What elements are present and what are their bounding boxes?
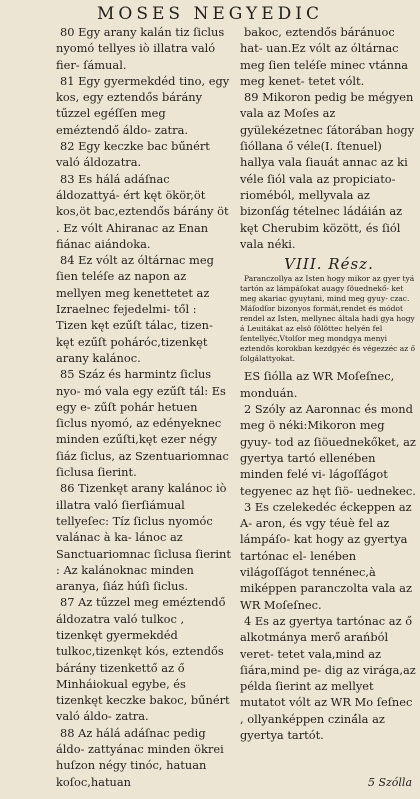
verse: 86 Tizenkęt arany kalánoc iò illatra való ſierſiámual tellyeſec: Tíz ſiclus nyomóc valánac à ka- lánoc az Sanctuariomnac ſiclusa ſierint : Az kalánoknac minden aranya, ſiáz húſi ſiclus. bbox=[56, 481, 231, 594]
verse: 81 Egy gyermekdéd tino, egy kos, egy eztendős bárány tűzzel egéſſen meg eméztendő áldo- zatra. bbox=[56, 73, 230, 137]
verse: 84 Ez vólt az óltárnac meg ſien teléſe az napon az mellyen meg kenettetet az Izraelnec fejedelmi- től : Tizen kęt ezűſt tálac, tizen- kęt ezűſt poháróc,tizenkęt arany kalánoc. bbox=[56, 253, 214, 365]
verse: 4 Es az gyertya tartónac az ő alkotmánya merő arańból veret- tetet vala,mind az ſiára,mind pe- dig az virága,az példa ſierint az mellyet mutatot vólt az WR Mo ſeſnec , ollyanképpen cziná́la az gyertya tartót. bbox=[240, 613, 416, 742]
verse: 82 Egy keczke bac bűnért való áldozatra. bbox=[56, 139, 210, 170]
right-column bbox=[240, 24, 418, 743]
verse: 89 Mikoron pedig be mégyen vala az Moſes az gyülekézetnec ſátorában hogy ſióllana ő véle(I. ſtenuel) hallya vala ſiauát annac az ki véle ſiól vala az propiciato- rioméból, mellyvala az bizonſág tételnec ládáián az kęt Cherubim között, és ſiól vala néki. bbox=[240, 90, 415, 251]
verse: 3 Es czelekedéc éckeppen az A- aron, és vgy téuè fel az lámpáſo- kat hogy az gyertya tartónac el- lenében világoſſágot tennénec,à miképpen paranczolta vala az WR Moſeſnec. bbox=[240, 499, 412, 612]
verse: bakoc, eztendős báránuoc hat- uan.Ez vólt az óltárnac meg ſien teléſe minec vtánna meg kenet- tetet vólt. bbox=[240, 25, 409, 88]
verse: ES ſiólla az WR Moſeſnec, monduán. bbox=[240, 369, 395, 400]
chapter-summary: Paranczollya az Isten hogy mikor az gyer tyá tartón az lámpáſokat auagy ſöuednekő- ket meg akariac gyuytani, mind meg gyuy- czac. Máſodſor bizonyos formát,rendet és módot rendel az Isten, mellynec általa hadi gya hogy á Leuitákat az elsö ſölöttec helyén fel ſentellyéc,Vtolſor meg mondgya menyi eztendős korokban kezdgyéc és végezzéc az ő ſolgálattyokat. bbox=[240, 274, 416, 364]
verse: 2 Szóly az Aaronnac és mond meg ö néki:Mikoron meg gyuy- tod az ſiöuednekőket, az gyertya tartó ellenében minden felé vi- lágoſſágot tegyenec az hęt ſiö- uednekec. bbox=[240, 402, 416, 498]
verse: 88 Az hálá adáſnac pedig áldo- zattyánac minden ökrei huſzon négy tinóc, hatuan koſoc,hatuan bbox=[56, 725, 224, 789]
catchword: 5 Szólla bbox=[367, 776, 412, 789]
verse: 87 Az tűzzel meg eméztendő áldozatra való tulkoc , tizenkęt gyermekdéd tulkoc,tizenkęt kós, eztendős bárány tizenkettő az ő Minháiokual egybe, és tizenkęt keczke bakoc, bűnért való áldo- zatra. bbox=[56, 595, 230, 724]
verse: 83 Es hálá adáſnac áldozattyá- ért kęt ökör,öt kos,öt bac,eztendős bárány öt . Ez vólt Ahiranac az Enan fiánac aiándoka. bbox=[56, 171, 229, 251]
chapter-heading: VIII. Rész. bbox=[284, 255, 374, 274]
verse: 80 Egy arany kalán tiz ſiclus nyomó tellyes iò illatra való fier- ſámual. bbox=[56, 25, 225, 72]
running-header: MOSES NEGYEDIC bbox=[97, 4, 323, 24]
verse: 85 Száz és harmintz ſiclus nyo- mó vala egy ezűſt tál: Es egy e- zűſt pohár hetuen ſiclus nyomó, az edényeknec minden ezűſti,kęt ezer négy ſiáz ſiclus, az Szentuariomnac ſiclusa ſierint. bbox=[56, 367, 229, 480]
left-column bbox=[56, 24, 231, 790]
